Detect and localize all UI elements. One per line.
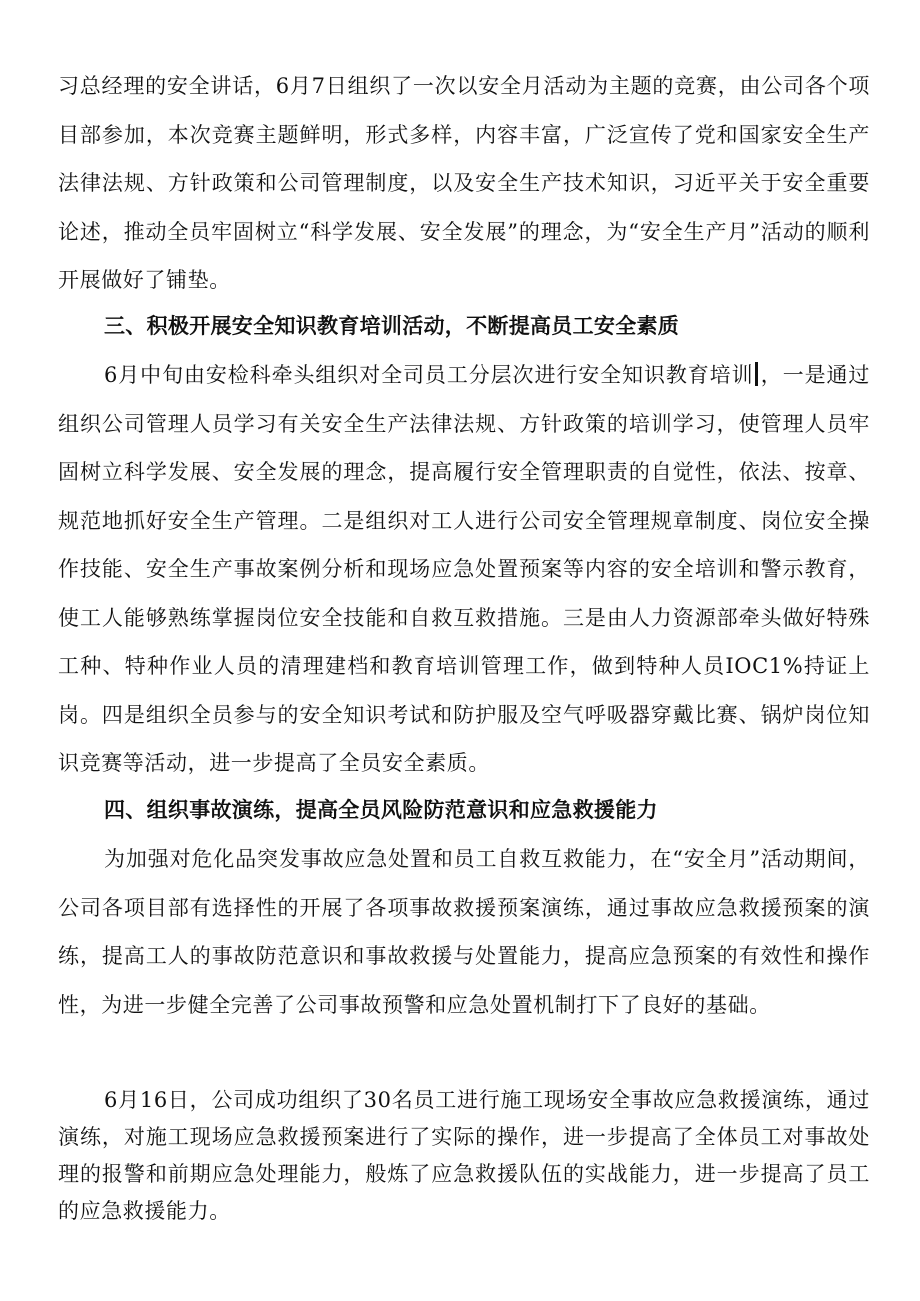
paragraph-drill-purpose: 为加强对危化品突发事故应急处置和员工自救互救能力，在“安全月”活动期间，公司各项目部有选择性的开展了各项事故救援预案演练，通过事故应急救援预案的演练，提高工人的事故防范意识和事故救援与处置能力，提高应急预案的有效性和操作性，为进一步健全完善了公司事故预警和应急处置机制打下了良好的基础。 [58, 847, 870, 1017]
section-heading-4: 四、组织事故演练，提高全员风险防范意识和应急救援能力 [104, 798, 658, 822]
paragraph-training-part-1: 6月中旬由安检科牵头组织对全司员工分层次进行安全知识教育培训 [104, 363, 754, 387]
paragraph-training [58, 351, 870, 788]
section-heading-3: 三、积极开展安全知识教育培训活动，不断提高员工安全素质 [104, 314, 680, 338]
text-cursor-mark [755, 362, 758, 386]
paragraph-drill-june16: 6月16日，公司成功组织了30名员工进行施工现场安全事故应急救援演练，通过演练，对施工现场应急救援预案进行了实际的操作，进一步提高了全体员工对事故处理的报警和前期应急处理能力，般炼了应急救援队伍的实战能力，进一步提高了员工的应急救援能力。 [58, 1088, 870, 1223]
paragraph-safety-competition: 习总经理的安全讲话，6月7日组织了一次以安全月活动为主题的竞赛，由公司各个项目部参加，本次竞赛主题鲜明，形式多样，内容丰富，广泛宣传了党和国家安全生产法律法规、方针政策和公司管理制度，以及安全生产技术知识，习近平关于安全重要论述，推动全员牢固树立“科学发展、安全发展”的理念，为“安全生产月”活动的顺利开展做好了铺垫。 [58, 74, 870, 292]
paragraph-training-part-2: ，一是通过组织公司管理人员学习有关安全生产法律法规、方针政策的培训学习，使管理人员牢固树立科学发展、安全发展的理念，提高履行安全管理职责的自觉性，依法、按章、规范地抓好安全生产管理。二是组织对工人进行公司安全管理规章制度、岗位安全操作技能、安全生产事故案例分析和现场应急处置预案等内容的安全培训和警示教育，使工人能够熟练掌握岗位安全技能和自救互救措施。三是由人力资源部牵头做好特殊工种、特种作业人员的清理建档和教育培训管理工作，做到特种人员IOC1%持证上岗。四是组织全员参与的安全知识考试和防护服及空气呼吸器穿戴比赛、锅炉岗位知识竞赛等活动，进一步提高了全员安全素质。 [58, 363, 871, 775]
